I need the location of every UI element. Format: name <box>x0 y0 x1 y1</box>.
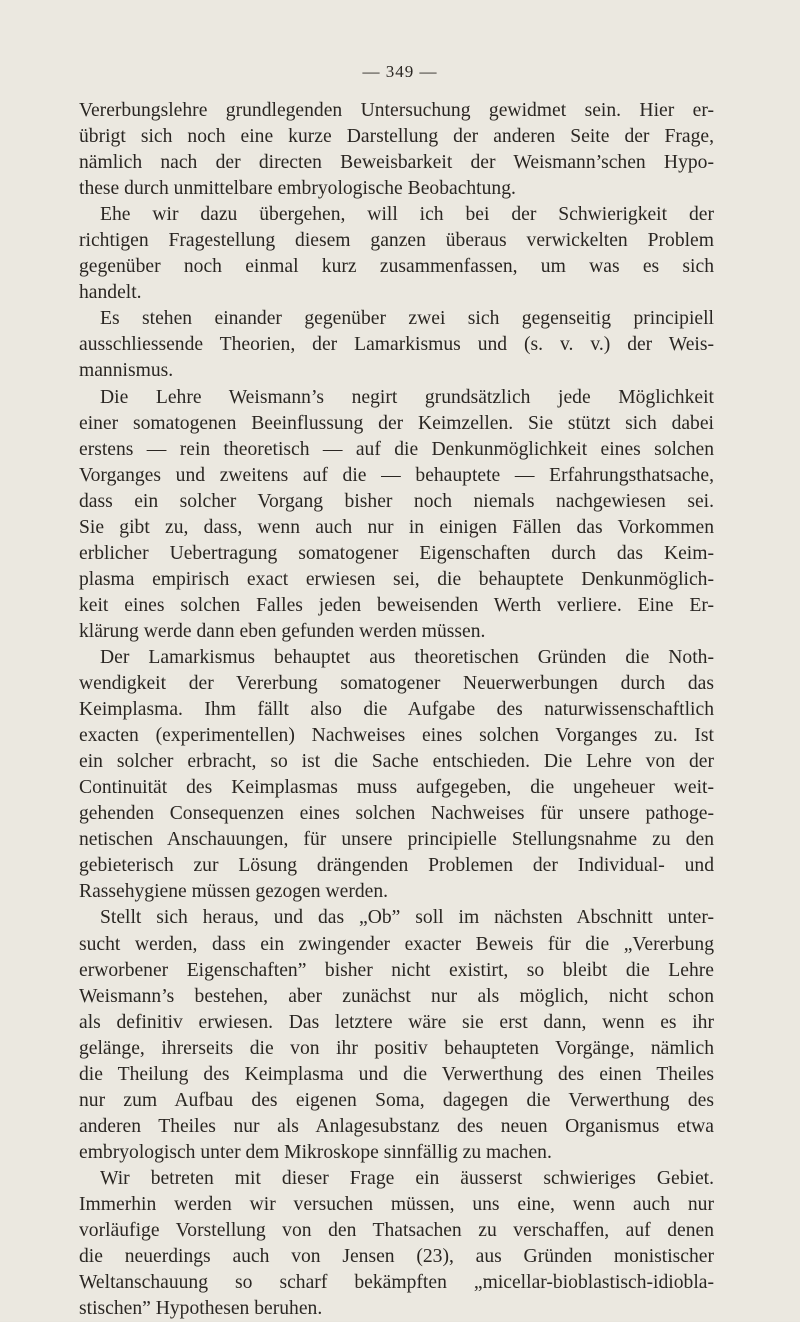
text-line: exacten (experimentellen) Nachweises eines solchen Vorganges zu. Ist <box>79 725 714 747</box>
text-line: als definitiv erwiesen. Das letztere wäre sie erst dann, wenn es ihr <box>79 1011 714 1033</box>
page-number: — 349 — <box>362 62 438 81</box>
text-line: die neuerdings auch von Jensen (23), aus Gründen monistischer <box>79 1246 714 1268</box>
body-text <box>79 98 714 1322</box>
text-line: die Theilung des Keimplasma und die Verwerthung des einen Theiles <box>79 1063 714 1085</box>
text-line: Die Lehre Weismann’s negirt grundsätzlich jede Möglichkeit <box>100 386 714 408</box>
text-line: richtigen Fragestellung diesem ganzen überaus verwickelten Problem <box>79 230 714 252</box>
text-line: vorläufige Vorstellung von den Thatsachen zu verschaffen, auf denen <box>79 1220 714 1242</box>
text-line: Stellt sich heraus, und das „Ob” soll im nächsten Abschnitt unter- <box>100 907 714 929</box>
text-line: Rassehygiene müssen gezogen werden. <box>79 881 389 903</box>
text-line: embryologisch unter dem Mikroskope sinnfällig zu machen. <box>79 1141 552 1163</box>
text-line: erblicher Uebertragung somatogener Eigenschaften durch das Keim- <box>79 542 714 564</box>
text-line: erworbener Eigenschaften” bisher nicht existirt, so bleibt die Lehre <box>79 959 714 981</box>
text-line: gegenüber noch einmal kurz zusammenfassen, um was es sich <box>79 256 714 278</box>
text-line: plasma empirisch exact erwiesen sei, die behauptete Denkunmöglich- <box>79 568 714 590</box>
text-line: Es stehen einander gegenüber zwei sich gegenseitig principiell <box>100 308 714 330</box>
text-line: ausschliessende Theorien, der Lamarkismus und (s. v. v.) der Weis- <box>79 334 714 356</box>
text-line: Vererbungslehre grundlegenden Untersuchung gewidmet sein. Hier er- <box>79 100 714 121</box>
text-line: Sie gibt zu, dass, wenn auch nur in einigen Fällen das Vorkommen <box>79 516 714 538</box>
text-line: Keimplasma. Ihm fällt also die Aufgabe des naturwissenschaftlich <box>79 699 714 721</box>
text-line: anderen Theiles nur als Anlagesubstanz des neuen Organismus etwa <box>79 1115 714 1137</box>
text-line: Der Lamarkismus behauptet aus theoretischen Gründen die Noth- <box>100 646 714 668</box>
text-line: mannismus. <box>79 360 174 382</box>
text-line: stischen” Hypothesen beruhen. <box>79 1298 323 1320</box>
text-line: Wir betreten mit dieser Frage ein äusserst schwieriges Gebiet. <box>100 1167 714 1189</box>
text-line: einer somatogenen Beeinflussung der Keimzellen. Sie stützt sich dabei <box>79 412 714 434</box>
text-line: nämlich nach der directen Beweisbarkeit der Weismann’schen Hypo- <box>79 152 714 174</box>
text-line: wendigkeit der Vererbung somatogener Neuerwerbungen durch das <box>79 673 714 695</box>
text-line: keit eines solchen Falles jeden beweisenden Werth verliere. Eine Er- <box>79 594 714 616</box>
text-line: gehenden Consequenzen eines solchen Nachweises für unsere pathoge- <box>79 803 714 825</box>
text-line: Immerhin werden wir versuchen müssen, uns eine, wenn auch nur <box>79 1193 714 1215</box>
text-line: klärung werde dann eben gefunden werden müssen. <box>79 620 486 642</box>
text-line: Continuität des Keimplasmas muss aufgegeben, die ungeheuer weit- <box>79 777 714 799</box>
text-line: übrigt sich noch eine kurze Darstellung der anderen Seite der Frage, <box>79 126 714 148</box>
text-line: netischen Anschauungen, für unsere principielle Stellungsnahme zu den <box>79 829 714 851</box>
text-line: nur zum Aufbau des eigenen Soma, dagegen die Verwerthung des <box>79 1089 714 1111</box>
text-line: ein solcher erbracht, so ist die Sache entschieden. Die Lehre von der <box>79 751 714 773</box>
text-line: Vorganges und zweitens auf die — behauptete — Erfahrungsthatsache, <box>79 464 714 486</box>
text-line: erstens — rein theoretisch — auf die Denkunmöglichkeit eines solchen <box>79 438 714 460</box>
text-line: Weismann’s bestehen, aber zunächst nur als möglich, nicht schon <box>79 985 714 1007</box>
text-line: gebieterisch zur Lösung drängenden Problemen der Individual- und <box>79 855 714 877</box>
text-line: sucht werden, dass ein zwingender exacter Beweis für die „Vererbung <box>79 933 714 955</box>
text-line: gelänge, ihrerseits die von ihr positiv behaupteten Vorgänge, nämlich <box>79 1037 714 1059</box>
text-line: Weltanschauung so scharf bekämpften „micellar-bioblastisch-idiobla- <box>79 1272 714 1294</box>
text-line: these durch unmittelbare embryologische Beobachtung. <box>79 178 516 200</box>
text-line: handelt. <box>79 282 142 304</box>
text-line: dass ein solcher Vorgang bisher noch niemals nachgewiesen sei. <box>79 490 714 512</box>
text-line: Ehe wir dazu übergehen, will ich bei der Schwierigkeit der <box>100 204 714 226</box>
